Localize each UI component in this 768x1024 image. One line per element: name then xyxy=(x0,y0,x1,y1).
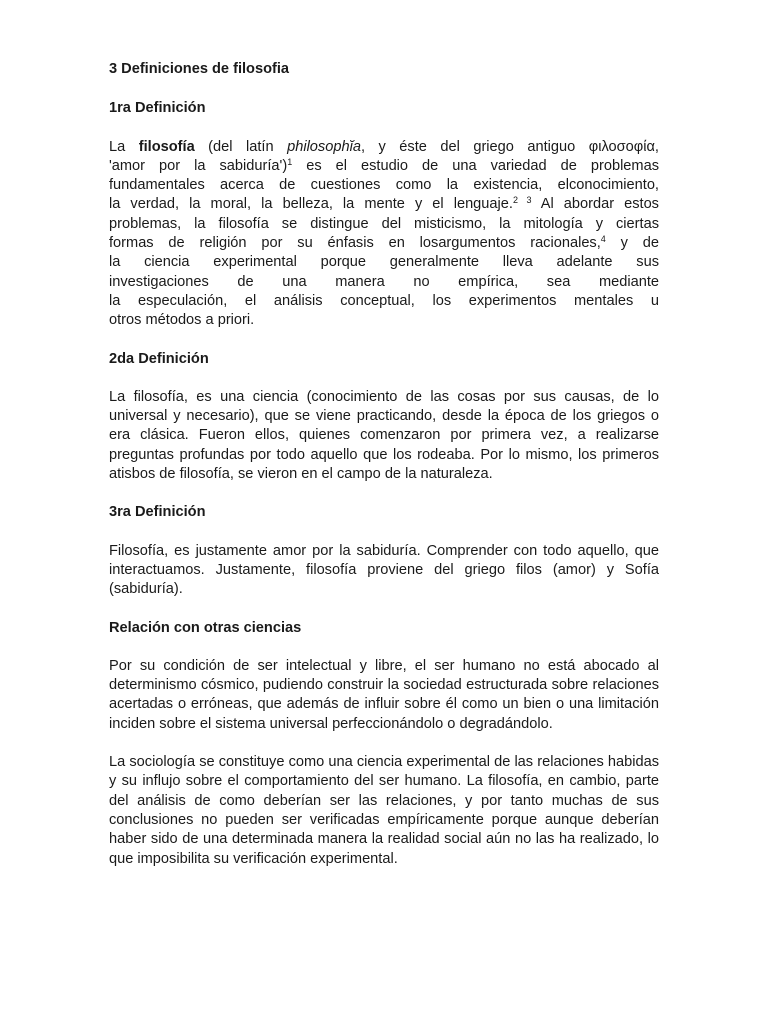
definition-1-line xyxy=(109,195,659,214)
text-run: la ciencia experimental porque generalmente lleva adelante sus xyxy=(109,254,659,271)
definition-1-line xyxy=(109,273,659,292)
definition-1-line xyxy=(109,311,659,330)
paragraph-definition-1 xyxy=(109,138,659,331)
text-run: problemas, la filosofía se distingue del misticismo, la mitología y ciertas xyxy=(109,215,659,232)
definition-1-line xyxy=(109,157,659,176)
bold-term: filosofía xyxy=(138,138,195,155)
document-title: 3 Definiciones de filosofia xyxy=(109,61,290,77)
paragraph-relation-2: La sociología se constituye como una ciencia experimental de las relaciones habidas y su influjo sobre el comportamiento del ser humano. La filosofía, en cambio, parte del análisis de como deberían ser las relaciones, y por tanto muchas de sus conclusiones no pueden ser verificadas empíricamente porque aunque deberían haber sido de una determinada manera la realidad social aún no las ha realizado, lo que imposibilita su verificación experimental. xyxy=(109,754,659,867)
paragraph-relation-1: Por su condición de ser intelectual y libre, el ser humano no está abocado al determinismo cósmico, pudiendo construir la sociedad estructurada sobre relaciones acertadas o erróneas, que además de influir sobre él como un bien o una limitación inciden sobre el sistema universal perfeccionándolo o degradándolo. xyxy=(109,657,659,732)
heading-definition-3: 3ra Definición xyxy=(109,504,206,521)
definition-1-line xyxy=(109,176,659,195)
text-run: formas de religión por su énfasis en losargumentos racionales, xyxy=(109,235,601,252)
definition-1-line xyxy=(109,215,659,234)
text-run: la especulación, el análisis conceptual, los experimentos mentales u xyxy=(109,292,659,309)
definition-1-line xyxy=(109,292,659,311)
definition-1-line xyxy=(109,253,659,272)
definition-1-line xyxy=(109,138,659,157)
text-run: fundamentales acerca de cuestiones como la existencia, elconocimiento, xyxy=(109,177,659,194)
text-run: (del latín xyxy=(194,138,288,155)
text-run: otros métodos a priori. xyxy=(109,312,255,329)
text-run: y de xyxy=(605,235,659,252)
definition-1-line xyxy=(109,234,659,253)
text-run: Al abordar estos xyxy=(531,196,659,213)
text-run: es el estudio de una variedad de problemas xyxy=(292,157,659,174)
paragraph-definition-3: Filosofía, es justamente amor por la sabiduría. Comprender con todo aquello, que interactuamos. Justamente, filosofía proviene del griego filos (amor) y Sofía (sabiduría). xyxy=(109,542,659,598)
heading-definition-2: 2da Definición xyxy=(109,350,209,367)
heading-relation: Relación con otras ciencias xyxy=(109,619,302,636)
heading-definition-1: 1ra Definición xyxy=(109,100,206,117)
text-run: investigaciones de una manera no empírica, sea mediante xyxy=(109,273,659,290)
text-run: la verdad, la moral, la belleza, la mente y el lenguaje. xyxy=(109,196,513,213)
footnote-reference: 2 3 xyxy=(512,195,532,206)
text-run: 'amor por la sabiduría') xyxy=(109,157,288,174)
document-page xyxy=(109,57,659,869)
footnote-reference: 4 xyxy=(600,234,606,245)
italic-term: philosophĭa xyxy=(287,138,361,155)
text-run: La xyxy=(109,138,139,155)
paragraph-definition-2: La filosofía, es una ciencia (conocimiento de las cosas por sus causas, de lo universal y necesario), que se viene practicando, desde la época de los griegos o era clásica. Fueron ellos, quienes comenzaron por primera vez, a realizarse preguntas profundas por todo aquello que los rodeaba. Por lo mismo, los primeros atisbos de filosofía, se vieron en el campo de la naturaleza. xyxy=(109,388,659,483)
text-run: , y éste del griego antiguo φιλοσοφία, xyxy=(360,138,659,155)
footnote-reference: 1 xyxy=(287,156,293,167)
